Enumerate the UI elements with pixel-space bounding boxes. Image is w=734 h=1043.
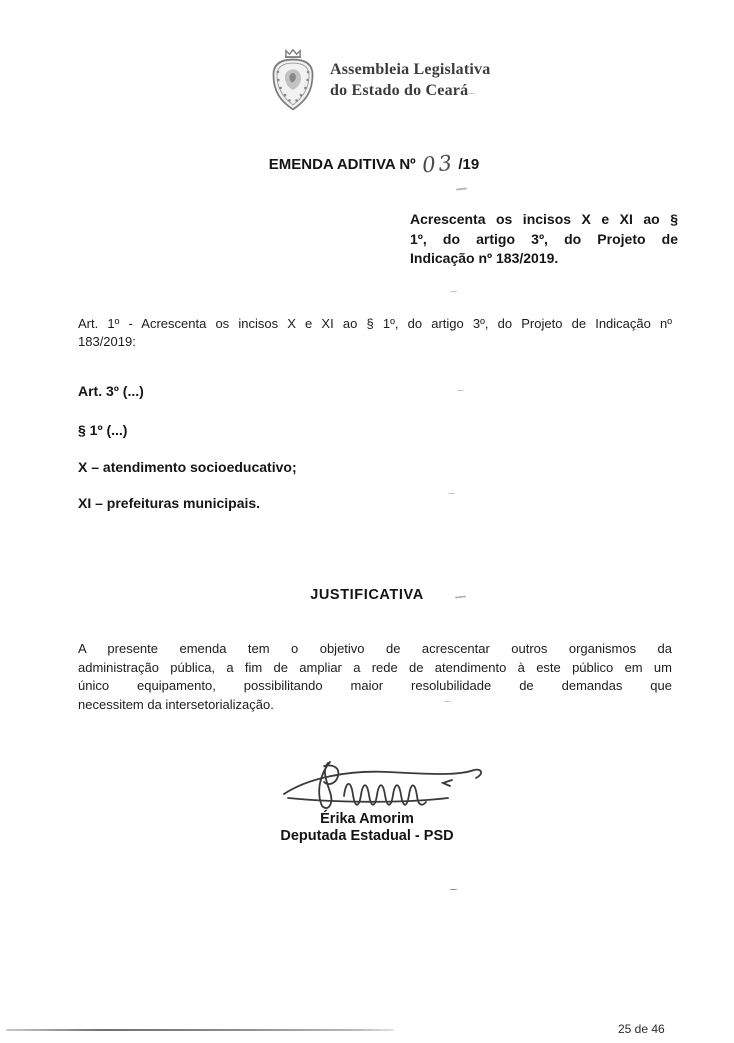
article-1-paragraph: [78, 315, 672, 351]
signer-name: Érika Amorim: [320, 811, 414, 827]
quoted-paragraph-1: § 1º (...): [78, 422, 128, 438]
scan-artifact: [457, 390, 464, 392]
org-name-line1: Assembleia Legislativa: [330, 60, 491, 78]
handwritten-amendment-number: 03: [420, 150, 456, 178]
scan-artifact: [450, 291, 457, 293]
inciso-x: X – atendimento socioeducativo;: [78, 459, 297, 475]
page-number: 25 de 46: [618, 1022, 665, 1036]
coat-of-arms-icon: [266, 48, 320, 112]
justification-heading: JUSTIFICATIVA: [310, 587, 424, 603]
article-1-line: 183/2019:: [78, 334, 136, 349]
document-header: [266, 48, 490, 112]
ementa-summary: [410, 210, 678, 269]
scan-artifact: [448, 493, 455, 495]
scan-artifact: [456, 187, 467, 190]
ementa-line: 1º, do artigo 3º, do Projeto de: [410, 230, 678, 247]
scan-artifact: [450, 889, 457, 891]
ementa-line: Indicação nº 183/2019.: [410, 250, 559, 266]
document-title: [0, 150, 734, 178]
org-name: [330, 59, 490, 101]
ementa-line: Acrescenta os incisos X e XI ao §: [410, 211, 678, 227]
inciso-xi: XI – prefeituras municipais.: [78, 495, 261, 511]
title-year-suffix: /19: [458, 156, 480, 173]
justification-line: A presente emenda tem o objetivo de acrescentar outros organismos da: [78, 641, 672, 656]
article-1-line: Art. 1º - Acrescenta os incisos X e XI ao § 1º, do artigo 3º, do Projeto de Indicação nº: [78, 316, 672, 331]
justification-line: administração pública, a fim de ampliar a rede de atendimento à este público em um: [78, 659, 672, 675]
org-name-line2: do Estado do Ceará: [330, 82, 469, 99]
signer-role: Deputada Estadual - PSD: [280, 828, 454, 844]
handwritten-signature-scribble: [278, 758, 493, 816]
justification-line: único equipamento, possibilitando maior resolubilidade de demandas que: [78, 678, 672, 694]
footer-divider-line: [6, 1029, 394, 1031]
justification-line: necessitem da intersetorialização.: [78, 696, 274, 712]
quoted-article-3: Art. 3º (...): [78, 383, 144, 399]
title-label: EMENDA ADITIVA Nº: [268, 156, 416, 173]
justification-paragraph: [78, 640, 672, 714]
